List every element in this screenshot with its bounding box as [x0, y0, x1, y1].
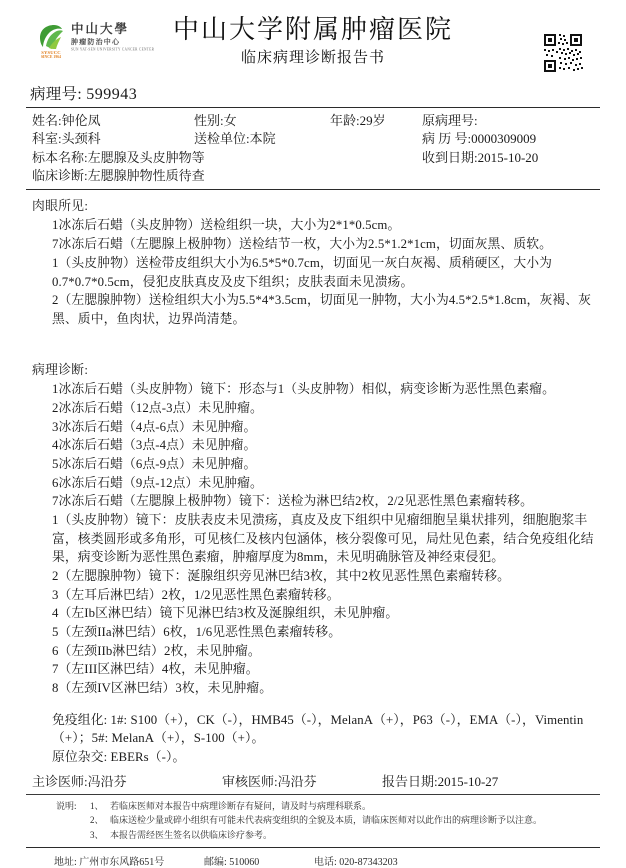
- note-item: [26, 799, 600, 814]
- specimen-label: 标本名称:: [32, 149, 88, 165]
- clinical-label: 临床诊断:: [32, 168, 88, 184]
- info-row-2: [26, 130, 600, 148]
- department-value: 头颈科: [61, 131, 101, 147]
- field-attending-doctor: [32, 771, 222, 790]
- section-gap: [26, 329, 600, 359]
- field-gender: [194, 112, 330, 130]
- zip-label: 邮编:: [204, 857, 227, 868]
- pathology-number: [0, 78, 626, 107]
- age-label: 年龄:: [330, 113, 360, 128]
- field-department: [26, 130, 194, 148]
- zip-value: 510060: [229, 857, 260, 868]
- address-value: 广州市东风路651号: [79, 857, 165, 868]
- department-label: 科室:: [32, 131, 62, 147]
- reviewing-doctor-value: 冯沿芬: [277, 773, 317, 789]
- report-date-value: 2015-10-27: [437, 773, 499, 789]
- gross-item: 2（左腮腺肿物）送检组织大小为5.5*4*3.5cm，切面见一肿物，大小为4.5*2.5*1.8cm，灰褐、灰黑、质中，鱼肉状，边界尚清楚。: [52, 293, 592, 326]
- diagnosis-item: 7（左III区淋巴结）4枚，未见肿瘤。: [52, 662, 259, 677]
- received-value: 2015-10-20: [477, 149, 539, 165]
- emblem-caption: [36, 50, 66, 59]
- diagnosis-item: 7冰冻后石蜡（左腮腺上极肿物）镜下：送检为淋巴结2枚，2/2见恶性黑色素瘤转移。: [52, 494, 534, 509]
- name-value: 钟伦凤: [61, 113, 101, 128]
- diagnosis-item: 3（左耳后淋巴结）2枚，1/2见恶性黑色素瘤转移。: [52, 587, 340, 602]
- info-row-4: [26, 167, 600, 185]
- diagnosis-item: 8（左颈IV区淋巴结）3枚，未见肿瘤。: [52, 680, 273, 695]
- note-number: 2、: [90, 815, 104, 826]
- logo-center-name: 肿瘤防治中心: [71, 37, 121, 46]
- phone-value: 020-87343203: [339, 857, 398, 868]
- address-label: 地址:: [54, 857, 77, 868]
- notes-block: [26, 795, 600, 848]
- page-subtitle: 临床病理诊断报告书: [240, 49, 385, 66]
- attending-doctor-value: 冯沿芬: [87, 773, 127, 789]
- field-phone: [314, 853, 600, 868]
- field-clinical-diagnosis: [26, 167, 422, 185]
- spacer-cell: [330, 130, 422, 148]
- diagnosis-heading: 病理诊断:: [32, 362, 89, 377]
- note-item: [26, 828, 600, 843]
- note-text: 若临床医师对本报告中病理诊断存有疑问，请及时与病理科联系。: [110, 800, 372, 811]
- field-name: [26, 112, 194, 130]
- diagnosis-items: [26, 380, 600, 697]
- note-text: 本报告需经医生签名以供临床诊疗参考。: [110, 829, 273, 840]
- name-label: 姓名:: [32, 113, 62, 128]
- gender-value: 女: [223, 113, 237, 128]
- diagnosis-item: 2（左腮腺肿物）镜下：涎腺组织旁见淋巴结3枚，其中2枚见恶性黑色素瘤转移。: [52, 568, 510, 583]
- gender-label: 性别:: [194, 113, 224, 128]
- pathology-number-value: 599943: [86, 86, 138, 103]
- logo-english-name: SUN YAT-SEN UNIVERSITY CANCER CENTER: [71, 47, 155, 52]
- diagnosis-item: 6（左颈IIb淋巴结）2枚，未见肿瘤。: [52, 643, 261, 658]
- field-report-date: [382, 771, 600, 790]
- note-number: 3、: [90, 829, 104, 840]
- diagnosis-item: 2冰冻后石蜡（12点-3点）未见肿瘤。: [52, 400, 263, 415]
- report-date-label: 报告日期:: [382, 773, 438, 789]
- clinical-value: 左腮腺肿物性质待查: [87, 168, 205, 184]
- signature-row: [26, 767, 600, 794]
- section-gap: [26, 698, 600, 711]
- diagnosis-item: 4（左Ib区淋巴结）镜下见淋巴结3枚及涎腺组织，未见肿瘤。: [52, 606, 399, 621]
- notes-lead-spacer: [56, 813, 90, 828]
- logo-university-name: 中山大學: [71, 22, 130, 37]
- received-label: 收到日期:: [422, 149, 478, 165]
- sysucc-emblem-icon: [36, 22, 66, 52]
- field-received-date: [422, 149, 600, 167]
- in-situ-hybridization-line: 原位杂交: EBERs（-）。: [52, 749, 186, 764]
- gross-item: 1（头皮肿物）送检带皮组织大小为6.5*5*0.7cm，切面见一灰白灰褐、质稍硬区，大小为0.7*0.7*0.5cm，侵犯皮肤真皮及皮下组织；皮肤表面未见溃疡。: [52, 255, 553, 289]
- sender-value: 本院: [249, 131, 276, 147]
- field-address: [54, 853, 204, 868]
- hospital-logo: [36, 22, 154, 52]
- diagnosis-item: 6冰冻后石蜡（9点-12点）未见肿瘤。: [52, 475, 263, 490]
- field-zip: [204, 853, 314, 868]
- info-row-1: [26, 112, 600, 130]
- attending-doctor-label: 主诊医师:: [32, 773, 88, 789]
- immunohistochemistry-line: 免疫组化: 1#: S100（+），CK（-），HMB45（-），MelanA（+），P63（-），EMA（-），Vimentin（+）；5#: MelanA（+），S-100（+）。: [52, 712, 584, 746]
- diagnosis-item: 5（左颈IIa淋巴结）6枚，1/6见恶性黑色素瘤转移。: [52, 624, 342, 639]
- note-text: 临床送检少量或碎小组织有可能未代表病变组织的全貌及本质，请临床医师对以此作出的病理诊断予以注意。: [110, 815, 543, 826]
- field-specimen: [26, 149, 422, 167]
- page-title: 中山大学附属肿瘤医院: [172, 15, 453, 44]
- logo-text-block: [71, 22, 154, 51]
- report-header: [0, 0, 626, 78]
- gross-item: 1冰冻后石蜡（头皮肿物）送检组织一块，大小为2*1*0.5cm。: [52, 218, 401, 233]
- phone-label: 电话:: [314, 857, 337, 868]
- gross-items: [26, 216, 600, 328]
- patient-info: [26, 108, 600, 189]
- field-sender: [194, 130, 330, 148]
- original-pathology-label: 原病理号:: [422, 113, 478, 128]
- record-label: 病 历 号:: [422, 131, 472, 147]
- field-record-number: [422, 130, 600, 148]
- info-row-3: [26, 149, 600, 167]
- gross-item: 7冰冻后石蜡（左腮腺上极肿物）送检结节一枚，大小为2.5*1.2*1cm，切面灰黑、质软。: [52, 237, 553, 252]
- note-item: [26, 813, 600, 828]
- gross-heading: 肉眼所见:: [32, 198, 89, 213]
- diagnosis-item: 1（头皮肿物）镜下：皮肤表皮未见溃疡，真皮及皮下组织中见瘤细胞呈巢状排列，细胞胞浆丰富，核类圆形或多角形，可见核仁及核内包涵体，核分裂像可见，局灶见色素，结合免疫组化结果，病变诊断为恶性黑色素瘤，肿瘤厚度为8mm，未见明确脉管及神经束侵犯。: [52, 512, 594, 565]
- pathology-number-label: 病理号:: [30, 86, 83, 103]
- diagnosis-item: 1冰冻后石蜡（头皮肿物）镜下：形态与1（头皮肿物）相似，病变诊断为恶性黑色素瘤。: [52, 382, 556, 397]
- age-value: 29岁: [359, 113, 386, 128]
- field-original-pathology-number: [422, 112, 600, 130]
- diagnosis-item: 3冰冻后石蜡（4点-6点）未见肿瘤。: [52, 419, 257, 434]
- reviewing-doctor-label: 审核医师:: [222, 773, 278, 789]
- field-reviewing-doctor: [222, 771, 382, 790]
- diagnosis-item: 5冰冻后石蜡（6点-9点）未见肿瘤。: [52, 456, 257, 471]
- footer-contact: [26, 848, 600, 868]
- field-age: [330, 112, 422, 130]
- notes-lead-spacer: [56, 828, 90, 843]
- specimen-value: 左腮腺及头皮肿物等: [87, 149, 205, 165]
- sender-label: 送检单位:: [194, 131, 250, 147]
- record-value: 0000309009: [471, 131, 537, 147]
- qr-code-icon: [542, 32, 584, 74]
- note-number: 1、: [90, 800, 104, 811]
- notes-lead-label: 说明:: [56, 800, 77, 811]
- emblem-since: SINCE 1964: [40, 55, 62, 60]
- diagnosis-item: 4冰冻后石蜡（3点-4点）未见肿瘤。: [52, 438, 257, 453]
- emblem-acronym: SYSUCC: [41, 50, 61, 55]
- report-body: [26, 190, 600, 767]
